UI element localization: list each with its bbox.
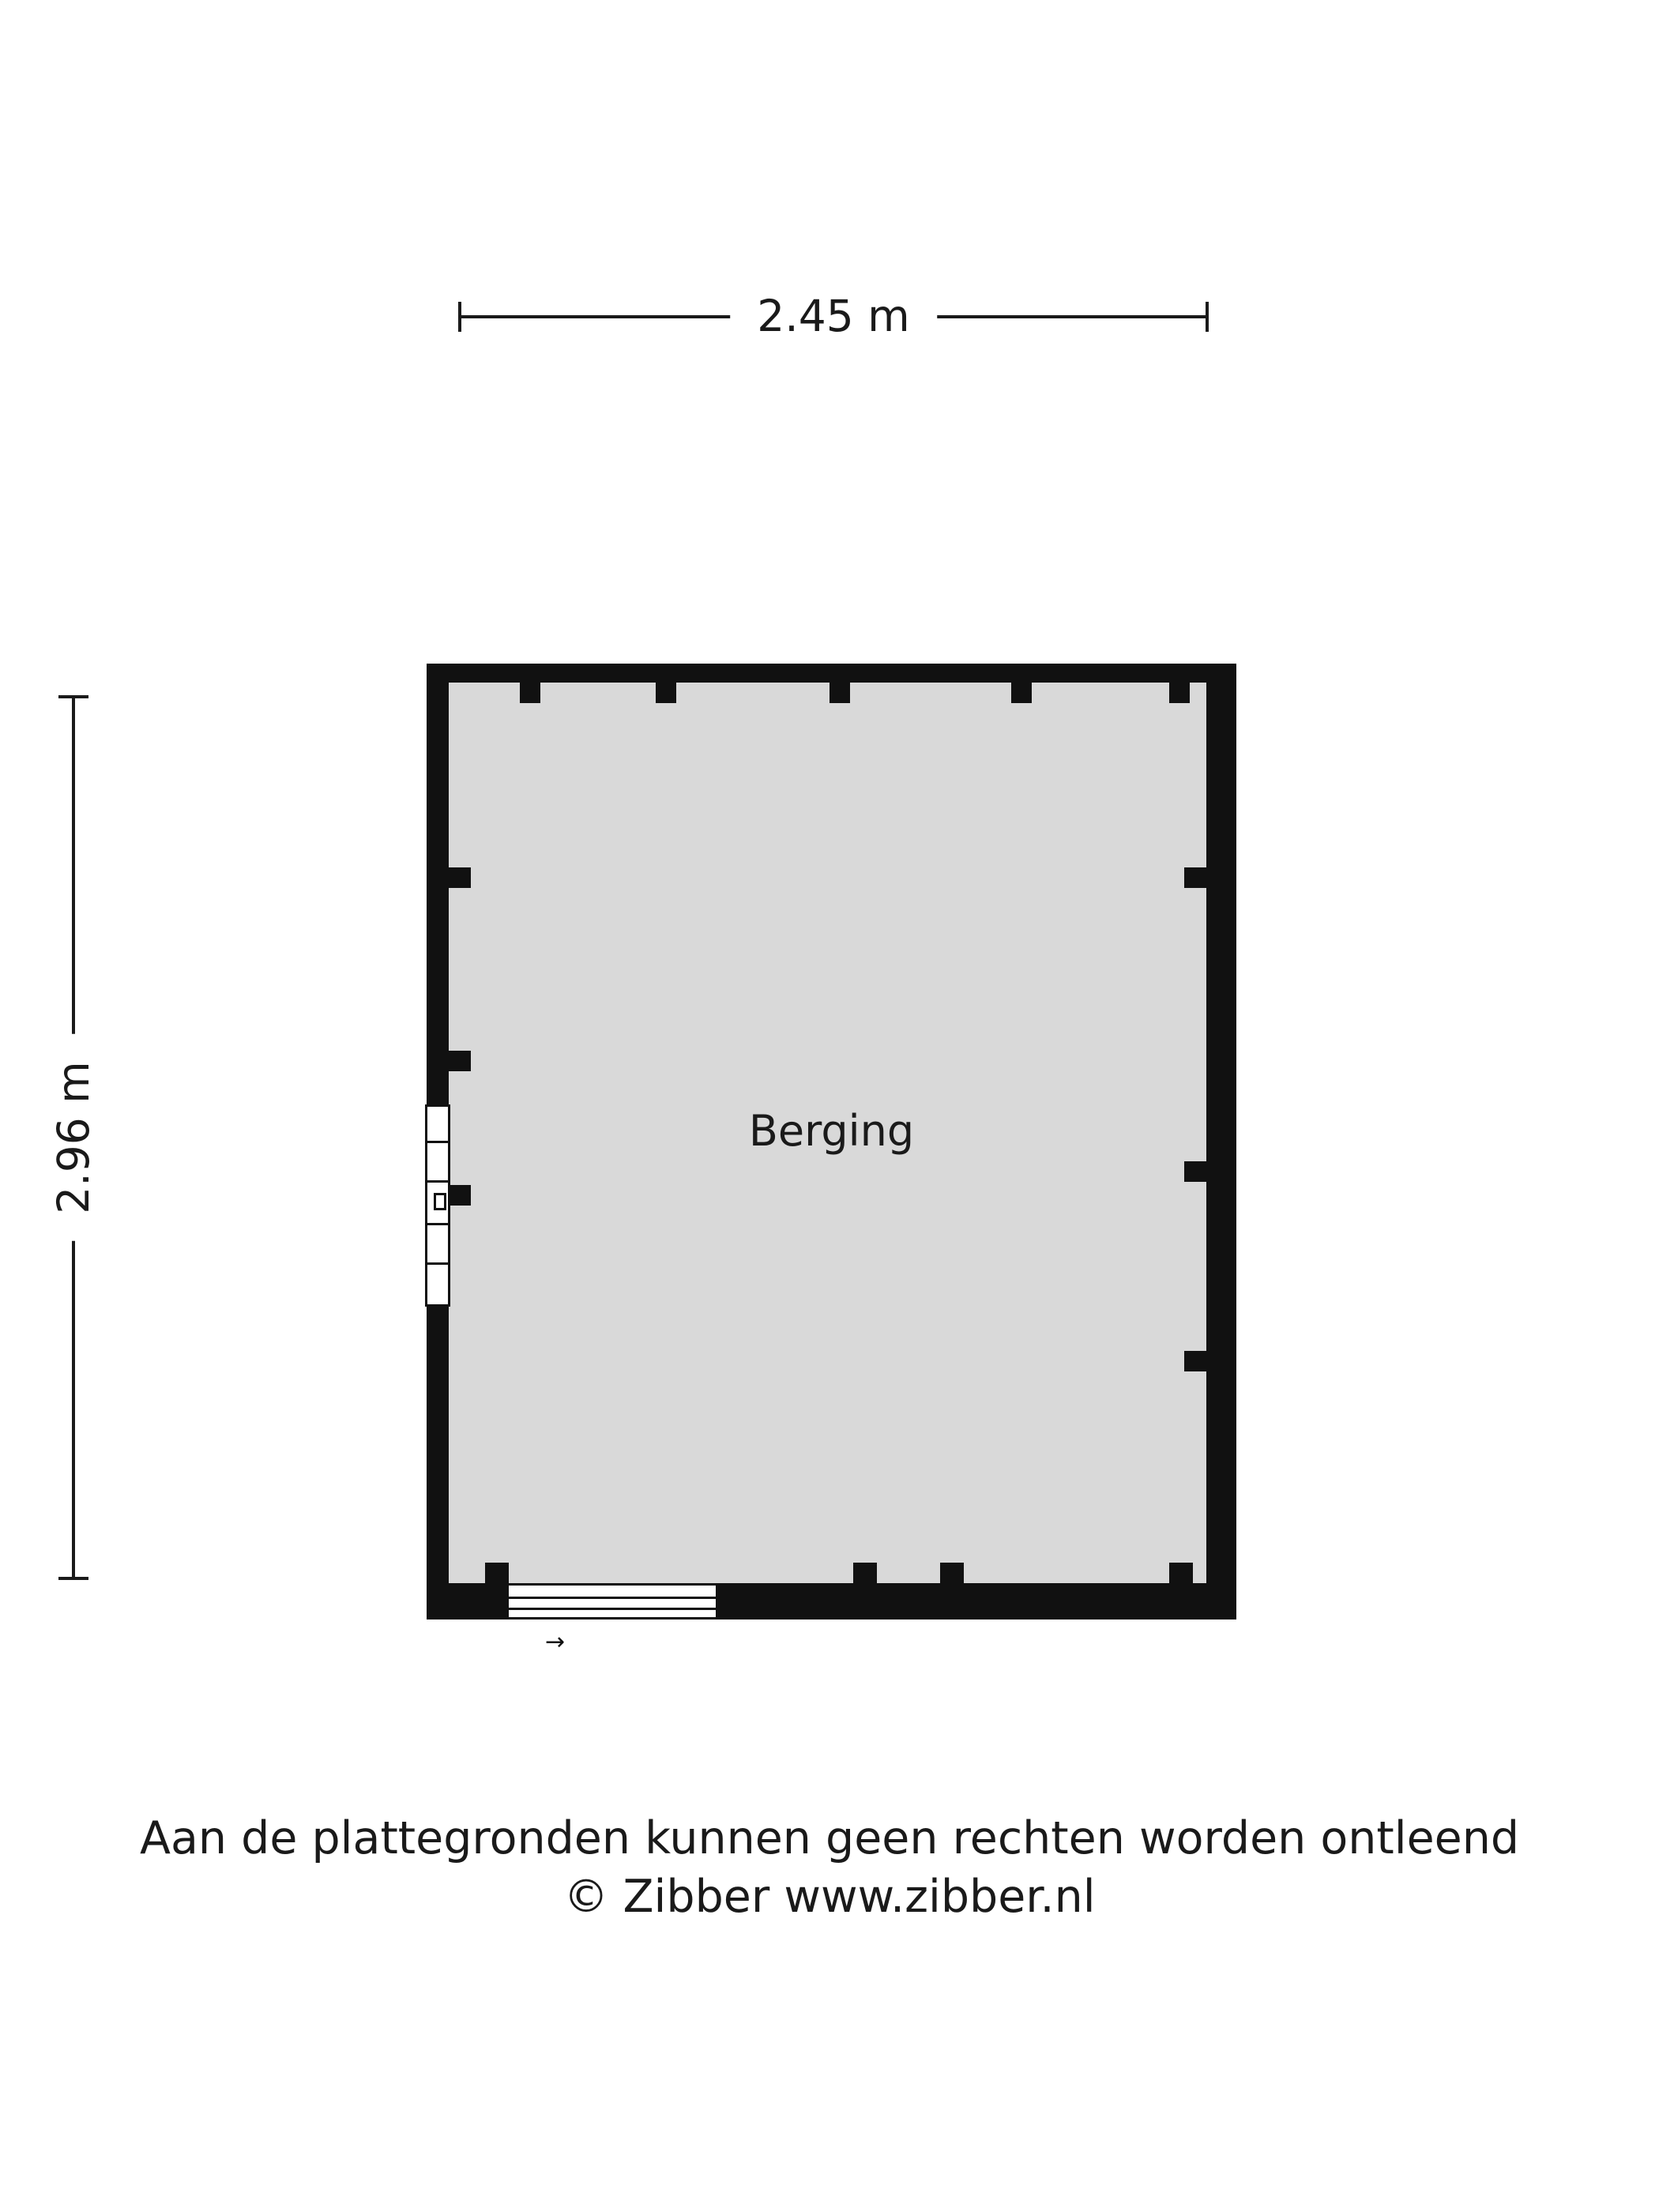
window-left-pane <box>434 1193 446 1210</box>
room-label-berging: Berging <box>748 1106 915 1156</box>
wall-nub-bottom-1 <box>485 1563 509 1583</box>
wall-nub-top-1 <box>520 683 540 703</box>
wall-nub-bottom-4 <box>1169 1563 1193 1583</box>
wall-nub-top-5 <box>1169 683 1190 703</box>
wall-nub-bottom-2 <box>853 1563 877 1583</box>
door-direction-icon: → <box>545 1628 566 1656</box>
footer-disclaimer: Aan de plattegronden kunnen geen rechten worden ontleend <box>139 1812 1520 1864</box>
wall-nub-left-3 <box>449 1185 471 1206</box>
dimension-height-cap-bottom <box>58 1577 88 1580</box>
sliding-door-bottom <box>509 1583 716 1620</box>
dimension-width-cap-left <box>458 302 461 332</box>
wall-nub-right-2 <box>1184 1161 1206 1182</box>
dimension-width <box>458 284 1209 348</box>
wall-nub-top-4 <box>1011 683 1032 703</box>
footer <box>0 1809 1659 1926</box>
floor-plan <box>427 664 1236 1656</box>
dimension-width-label: 2.45 m <box>730 284 937 348</box>
wall-nub-right-3 <box>1184 1351 1206 1371</box>
wall-nub-left-2 <box>449 1051 471 1071</box>
dimension-height-label: 2.96 m <box>46 1034 101 1241</box>
dimension-height <box>40 695 142 1580</box>
wall-nub-right-1 <box>1184 867 1206 888</box>
wall-nub-left-1 <box>449 867 471 888</box>
wall-nub-top-2 <box>656 683 676 703</box>
wall-nub-bottom-3 <box>940 1563 964 1583</box>
dimension-width-cap-right <box>1206 302 1209 332</box>
dimension-height-cap-top <box>58 695 88 698</box>
wall-nub-top-3 <box>830 683 850 703</box>
footer-copyright: © Zibber www.zibber.nl <box>563 1871 1096 1923</box>
